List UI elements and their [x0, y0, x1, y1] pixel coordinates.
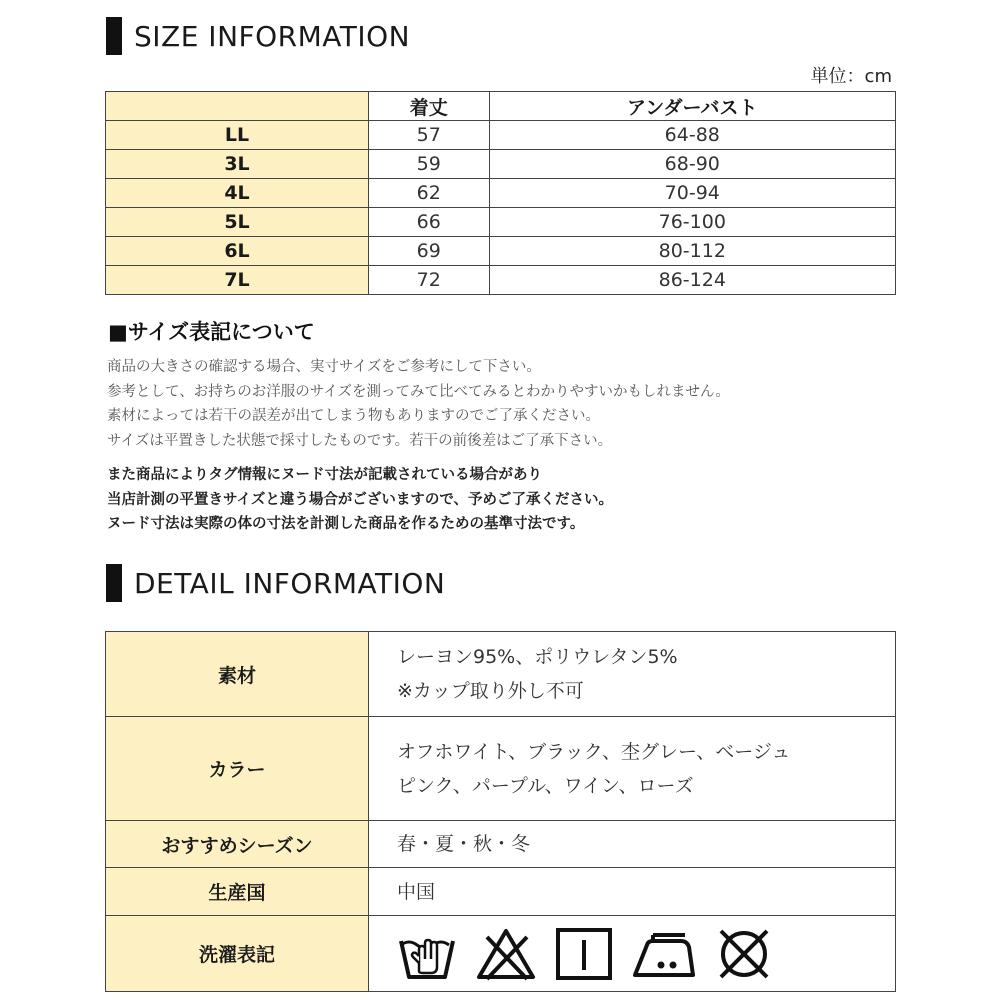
hand-wash-icon: [397, 927, 457, 981]
size-label: 6L: [106, 237, 369, 266]
length-value: 62: [369, 179, 490, 208]
table-row: [106, 868, 896, 916]
table-row: [106, 237, 896, 266]
detail-line: 中国: [397, 880, 436, 903]
notes-line: 素材によっては若干の誤差が出てしまう物もありますのでご了承ください。: [107, 408, 600, 424]
section-marker: [106, 17, 122, 55]
underbust-value: 70-94: [489, 179, 895, 208]
size-table: [105, 91, 896, 295]
notes-title: ■サイズ表記について: [108, 320, 315, 344]
underbust-value: 86-124: [489, 266, 895, 295]
detail-label-color: カラー: [106, 717, 369, 821]
detail-value-season: [369, 821, 896, 868]
detail-table: [105, 631, 896, 992]
size-label: 4L: [106, 179, 369, 208]
care-icons: [397, 927, 895, 981]
notes-line: サイズは平置きした状態で採寸したものです。若干の前後差はご了承下さい。: [107, 432, 613, 449]
notes-bold-text: [107, 463, 613, 537]
detail-line: 春・夏・秋・冬: [397, 833, 531, 855]
table-row: [106, 179, 896, 208]
underbust-value: 76-100: [489, 208, 895, 237]
detail-line: オフホワイト、ブラック、杢グレー、ベージュ: [397, 740, 791, 763]
detail-section-title: DETAIL INFORMATION: [134, 566, 446, 600]
detail-label-season: おすすめシーズン: [106, 821, 369, 868]
unit-label: 単位：cm: [810, 66, 892, 87]
length-value: 69: [369, 237, 490, 266]
length-value: 72: [369, 266, 490, 295]
table-row: [106, 632, 896, 717]
notes-text: [107, 355, 730, 453]
size-table-header-row: [106, 92, 896, 121]
no-dry-clean-icon: [715, 927, 773, 981]
size-label: 7L: [106, 266, 369, 295]
notes-line: 商品の大きさの確認する場合、実寸サイズをご参考にして下さい。: [107, 359, 541, 375]
line-dry-icon: [555, 927, 613, 981]
notes-bold-line: また商品によりタグ情報にヌード寸法が記載されている場合があり: [107, 467, 542, 483]
size-label: 5L: [106, 208, 369, 237]
underbust-value: 80-112: [489, 237, 895, 266]
detail-value-country: [369, 868, 896, 916]
length-value: 57: [369, 121, 490, 150]
table-row: [106, 821, 896, 868]
detail-value-care: [369, 916, 896, 992]
notes-bold-line: 当店計測の平置きサイズと違う場合がございますので、予めご了承ください。: [107, 491, 614, 508]
size-label: 3L: [106, 150, 369, 179]
table-row: [106, 717, 896, 821]
size-table-corner: [106, 92, 369, 121]
size-section-title: SIZE INFORMATION: [134, 19, 411, 53]
underbust-value: 68-90: [489, 150, 895, 179]
detail-label-care: 洗濯表記: [106, 916, 369, 992]
detail-label-country: 生産国: [106, 868, 369, 916]
table-row: [106, 916, 896, 992]
detail-value-color: [369, 717, 896, 821]
detail-line: レーヨン95%、ポリウレタン5%: [397, 646, 678, 668]
underbust-value: 64-88: [489, 121, 895, 150]
detail-section-header: [106, 564, 445, 602]
detail-line: ※カップ取り外し不可: [397, 680, 584, 702]
detail-line: ピンク、パープル、ワイン、ローズ: [397, 774, 694, 797]
table-row: [106, 121, 896, 150]
no-bleach-icon: [475, 927, 537, 981]
detail-value-material: [369, 632, 896, 717]
size-label: LL: [106, 121, 369, 150]
length-value: 59: [369, 150, 490, 179]
table-row: [106, 208, 896, 237]
column-header-underbust: アンダーバスト: [489, 92, 895, 121]
notes-line: 参考として、お持ちのお洋服のサイズを測ってみて比べてみるとわかりやすいかもしれません。: [107, 383, 730, 400]
length-value: 66: [369, 208, 490, 237]
detail-label-material: 素材: [106, 632, 369, 717]
size-section-header: [106, 17, 410, 55]
column-header-length: 着丈: [369, 92, 490, 121]
table-row: [106, 266, 896, 295]
notes-bold-line: ヌード寸法は実際の体の寸法を計測した商品を作るための基準寸法です。: [107, 516, 585, 532]
low-iron-icon: [631, 927, 697, 981]
section-marker: [106, 564, 122, 602]
table-row: [106, 150, 896, 179]
